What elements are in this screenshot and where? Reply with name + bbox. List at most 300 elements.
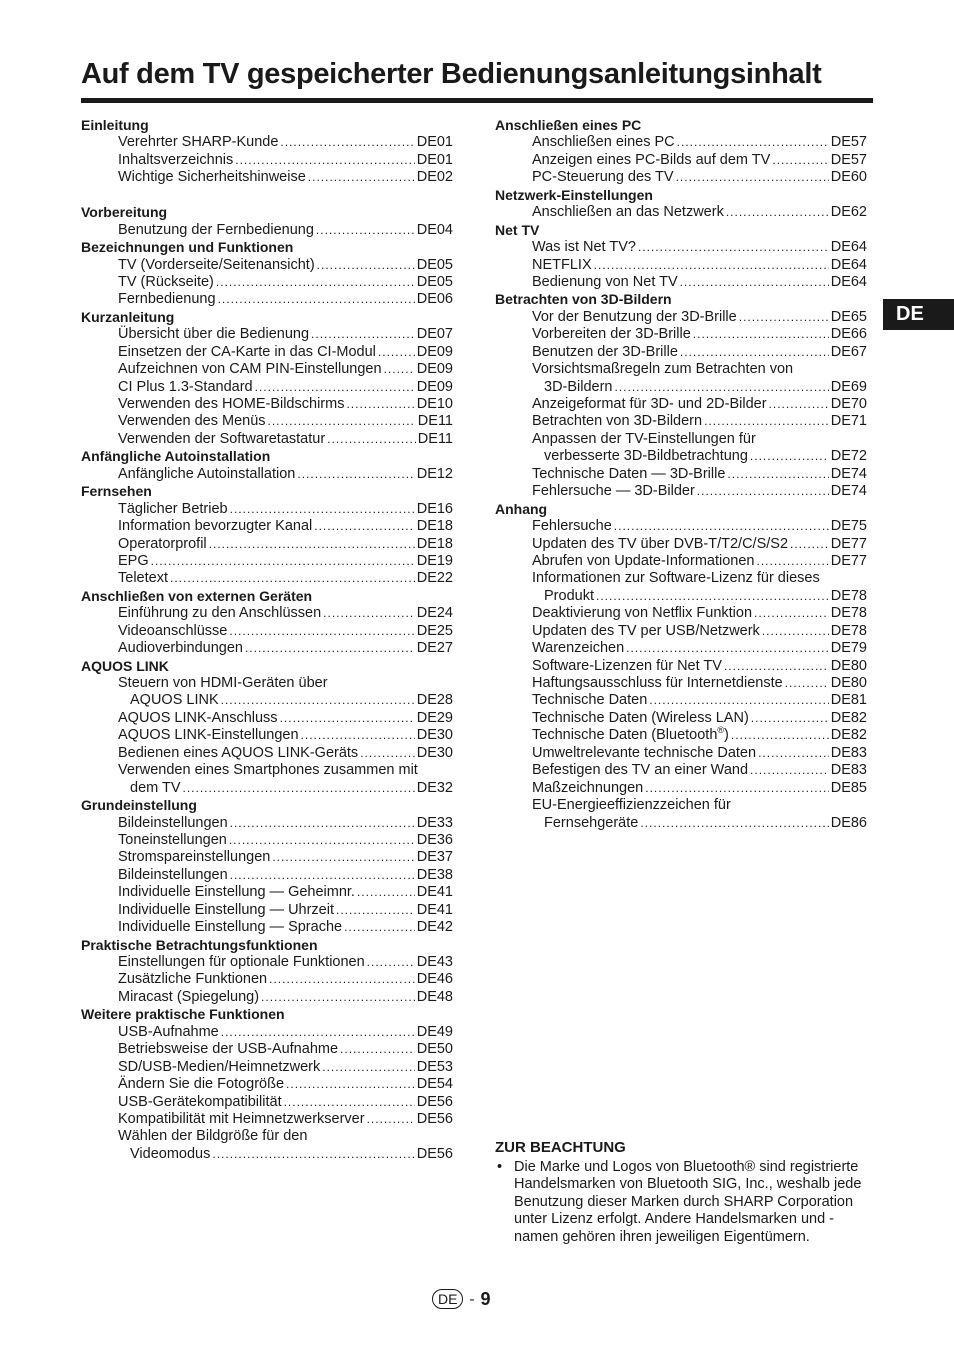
toc-entry[interactable]: [81, 274, 453, 291]
toc-entry-label: [118, 919, 342, 936]
toc-entry-text: Toneinstellungen: [118, 831, 227, 848]
toc-entry-label: [118, 1111, 365, 1128]
toc-entry[interactable]: [495, 344, 867, 361]
dot-leader: [727, 466, 828, 483]
toc-entry-page: DE62: [830, 204, 867, 221]
toc-entry[interactable]: [81, 553, 453, 570]
toc-entry[interactable]: [495, 588, 867, 605]
toc-entry[interactable]: [495, 815, 867, 832]
toc-entry-page: DE83: [830, 762, 867, 779]
dot-leader: [340, 1041, 415, 1058]
toc-entry-text: Individuelle Einstellung — Geheimnr.: [118, 884, 355, 901]
toc-entry-label: [532, 326, 691, 343]
toc-entry-page: DE29: [416, 709, 453, 726]
toc-entry-page: DE60: [830, 169, 867, 186]
toc-entry-text: Anfängliche Autoinstallation: [118, 465, 296, 482]
toc-entry-text: verbesserte 3D-Bildbetrachtung: [544, 448, 748, 465]
toc-entry-label: [532, 134, 675, 151]
dot-leader: [615, 379, 829, 396]
dot-leader: [724, 658, 829, 675]
dot-leader: [677, 134, 829, 151]
toc-entry[interactable]: [81, 344, 453, 361]
toc-entry[interactable]: [81, 361, 453, 378]
dot-leader: [378, 344, 415, 361]
dot-leader: [769, 396, 829, 413]
toc-entry[interactable]: [81, 1111, 453, 1128]
toc-entry[interactable]: [495, 239, 867, 256]
toc-entry-page: DE78: [830, 587, 867, 604]
toc-entry[interactable]: [81, 623, 453, 640]
toc-entry[interactable]: [81, 832, 453, 849]
dot-leader: [360, 745, 415, 762]
toc-entry[interactable]: [81, 466, 453, 483]
toc-entry-page: DE74: [830, 465, 867, 482]
toc-entry[interactable]: [81, 971, 453, 988]
dot-leader: [235, 152, 414, 169]
toc-entry[interactable]: [81, 134, 453, 151]
toc-entry-text: Teletext: [118, 570, 168, 587]
dot-leader: [790, 536, 829, 553]
toc-entry[interactable]: [495, 204, 867, 221]
toc-entry-first-line: Informationen zur Software-Lizenz für dieses: [532, 570, 820, 587]
toc-entry-label: [532, 623, 760, 640]
dot-leader: [645, 780, 828, 797]
toc-entry-label: [118, 274, 214, 291]
toc-entry[interactable]: [495, 134, 867, 151]
toc-entry[interactable]: [81, 1094, 453, 1111]
toc-entry-text: Wichtige Sicherheitshinweise: [118, 169, 306, 186]
toc-entry-label: [118, 344, 376, 361]
toc-entry-label: [118, 623, 227, 640]
language-badge: DE: [432, 1289, 463, 1309]
toc-entry-text: PC-Steuerung des TV: [532, 169, 674, 186]
toc-entry-text: Individuelle Einstellung — Uhrzeit: [118, 901, 334, 918]
toc-entry-text: Stromspareinstellungen: [118, 849, 271, 866]
dot-leader: [280, 710, 415, 727]
toc-entry-label: [118, 570, 168, 587]
toc-entry-text: Verwenden des HOME-Bildschirms: [118, 396, 345, 412]
toc-entry-text: Miracast (Spiegelung): [118, 988, 260, 1005]
dot-leader: [308, 169, 415, 186]
toc-entry-page: DE02: [416, 169, 453, 186]
toc-entry[interactable]: [81, 954, 453, 971]
toc-entry-label: [544, 379, 613, 396]
toc-entry[interactable]: [495, 466, 867, 483]
toc-entry-label: [118, 1041, 338, 1058]
toc-entry-text: Information bevorzugter Kanal: [118, 518, 313, 535]
toc-entry-page: DE82: [830, 709, 867, 726]
dot-leader: [726, 204, 829, 221]
toc-right-column: [495, 117, 867, 832]
toc-entry[interactable]: [495, 326, 867, 343]
toc-entry[interactable]: [495, 309, 867, 326]
toc-entry-page: DE46: [416, 971, 453, 988]
toc-entry-first-line: Vorsichtsmaßregeln zum Betrachten von: [532, 361, 794, 378]
toc-entry[interactable]: [495, 518, 867, 535]
toc-entry-page: DE38: [416, 866, 453, 883]
toc-entry[interactable]: [495, 605, 867, 622]
dot-leader: [216, 274, 415, 291]
toc-entry-label: [532, 762, 748, 779]
toc-entry-label: [532, 239, 636, 256]
toc-entry[interactable]: [81, 745, 453, 762]
toc-entry-label: [532, 745, 756, 762]
toc-entry-label: [118, 396, 344, 413]
toc-entry[interactable]: [81, 780, 453, 797]
toc-entry[interactable]: [495, 152, 867, 169]
toc-entry[interactable]: [81, 640, 453, 657]
toc-entry-page: DE48: [416, 988, 453, 1005]
toc-entry-text: Operatorprofil: [118, 535, 207, 552]
dot-leader: [323, 605, 415, 622]
toc-entry[interactable]: [495, 536, 867, 553]
dot-leader: [344, 919, 415, 936]
toc-entry[interactable]: [81, 815, 453, 832]
toc-entry-text: Kompatibilität mit Heimnetzwerkserver: [118, 1110, 365, 1127]
dot-leader: [261, 989, 415, 1006]
toc-entry[interactable]: [81, 1024, 453, 1041]
toc-entry[interactable]: [81, 291, 453, 308]
toc-entry-page: DE37: [416, 849, 453, 866]
toc-entry-text: Einstellungen für optionale Funktionen: [118, 954, 365, 970]
toc-entry-page: DE25: [416, 622, 453, 639]
dot-leader: [357, 884, 415, 901]
toc-entry-text: CI Plus 1.3-Standard: [118, 378, 253, 395]
toc-entry-page: DE05: [416, 273, 453, 290]
toc-entry[interactable]: [495, 257, 867, 274]
dot-leader: [218, 291, 415, 308]
toc-entry[interactable]: [81, 919, 453, 936]
toc-entry[interactable]: [495, 692, 867, 709]
toc-entry[interactable]: [495, 623, 867, 640]
toc-entry-label: [118, 640, 243, 657]
dot-leader: [614, 518, 829, 535]
toc-entry-text: Bedienen eines AQUOS LINK-Geräts: [118, 744, 359, 761]
toc-entry-page: DE66: [830, 326, 867, 343]
toc-entry-text: Anschließen eines PC: [532, 134, 675, 151]
dot-leader: [284, 1094, 415, 1111]
toc-entry[interactable]: [81, 1076, 453, 1093]
dot-leader: [322, 1059, 414, 1076]
toc-entry[interactable]: [495, 169, 867, 186]
toc-entry[interactable]: [81, 989, 453, 1006]
toc-entry-label: [118, 815, 228, 832]
toc-entry-text: USB-Aufnahme: [118, 1023, 219, 1040]
toc-entry-first-line: Verwenden eines Smartphones zusammen mit: [118, 762, 418, 779]
toc-entry-page: DE49: [416, 1023, 453, 1040]
toc-entry[interactable]: [81, 1041, 453, 1058]
toc-entry[interactable]: [81, 431, 453, 448]
toc-entry-text: Technische Daten (Bluetooth: [532, 727, 718, 744]
toc-entry-page: DE82: [830, 727, 867, 744]
toc-entry-label: [532, 466, 725, 483]
toc-entry[interactable]: [495, 640, 867, 657]
toc-entry-text: Ändern Sie die Fotogröße: [118, 1076, 285, 1093]
toc-entry[interactable]: [81, 518, 453, 535]
toc-entry[interactable]: [495, 780, 867, 797]
toc-entry-label: [532, 536, 788, 553]
toc-entry-page: DE22: [416, 570, 453, 587]
toc-entry[interactable]: [495, 745, 867, 762]
toc-entry[interactable]: [495, 483, 867, 500]
toc-entry[interactable]: [81, 501, 453, 518]
toc-entry-page: DE11: [417, 430, 453, 447]
toc-entry-page: DE57: [830, 134, 867, 151]
toc-entry-label: [118, 466, 295, 483]
toc-entry-label: [118, 989, 259, 1006]
toc-entry-label: [532, 413, 702, 430]
toc-entry-label: [118, 1059, 320, 1076]
toc-entry-page: DE56: [416, 1110, 453, 1127]
dot-leader: [596, 588, 829, 605]
toc-entry[interactable]: [81, 605, 453, 622]
toc-entry-page: DE74: [830, 483, 867, 500]
toc-entry[interactable]: [81, 152, 453, 169]
toc-entry[interactable]: [495, 710, 867, 727]
dot-leader: [640, 815, 828, 832]
toc-entry-page: DE12: [416, 465, 453, 482]
toc-entry-text: Produkt: [544, 587, 594, 604]
toc-entry-text: Anzeigeformat für 3D- und 2D-Bilder: [532, 396, 767, 412]
toc-entry-label: [532, 692, 647, 709]
dot-leader: [739, 309, 829, 326]
toc-entry-page: DE09: [416, 378, 453, 395]
section-heading: Fernsehen: [81, 483, 152, 500]
toc-entry-text: TV (Rückseite): [118, 273, 214, 290]
toc-entry-text: Audioverbindungen: [118, 640, 243, 657]
toc-entry-text: Übersicht über die Bedienung: [118, 326, 310, 343]
toc-entry-label: [532, 344, 678, 361]
toc-entry-page: DE01: [416, 151, 453, 168]
toc-entry-label: [130, 1146, 210, 1163]
dot-leader: [272, 849, 414, 866]
toc-entry-page: DE50: [416, 1041, 453, 1058]
toc-entry-label: [130, 780, 181, 797]
dot-leader: [221, 1024, 415, 1041]
dot-leader: [336, 902, 415, 919]
toc-entry[interactable]: [81, 1059, 453, 1076]
dot-leader: [327, 431, 416, 448]
dot-leader: [230, 501, 415, 518]
toc-entry[interactable]: [81, 570, 453, 587]
toc-entry-page: DE77: [830, 535, 867, 552]
section-heading: Kurzanleitung: [81, 308, 175, 325]
dot-leader: [229, 832, 415, 849]
dot-leader: [245, 640, 415, 657]
toc-entry[interactable]: [495, 379, 867, 396]
toc-entry-text: USB-Gerätekompatibilität: [118, 1093, 282, 1110]
toc-entry[interactable]: [495, 658, 867, 675]
dot-leader: [301, 727, 415, 744]
toc-left-column: [81, 117, 453, 1163]
toc-entry-text: Inhaltsverzeichnis: [118, 151, 234, 168]
dot-leader: [286, 1076, 415, 1093]
toc-entry-label: [118, 867, 228, 884]
toc-entry-label: [532, 518, 612, 535]
toc-entry[interactable]: [81, 727, 453, 744]
toc-entry[interactable]: [81, 902, 453, 919]
toc-entry[interactable]: [81, 396, 453, 413]
toc-entry-page: DE77: [830, 552, 867, 569]
toc-entry-text: Vor der Benutzung der 3D-Brille: [532, 308, 737, 325]
dot-leader: [750, 448, 829, 465]
toc-entry-page: DE78: [830, 605, 867, 622]
toc-entry-label: [532, 675, 783, 692]
toc-entry-page: DE56: [416, 1093, 453, 1110]
toc-entry[interactable]: [81, 536, 453, 553]
dot-leader: [731, 727, 829, 744]
toc-entry-page: DE72: [830, 448, 867, 465]
toc-entry-label: [118, 1076, 284, 1093]
dot-leader: [297, 466, 414, 483]
dot-leader: [170, 570, 415, 587]
toc-entry-text: Bildeinstellungen: [118, 814, 228, 831]
dot-leader: [367, 1111, 415, 1128]
section-heading: Weitere praktische Funktionen: [81, 1006, 285, 1023]
toc-entry[interactable]: [81, 413, 453, 430]
toc-entry-text: Maßzeichnungen: [532, 779, 644, 796]
dot-leader: [626, 640, 829, 657]
toc-entry-text: Anschließen an das Netzwerk: [532, 204, 724, 221]
toc-entry-page: DE71: [830, 413, 867, 430]
toc-entry-text: Videoanschlüsse: [118, 622, 228, 639]
toc-entry-page: DE09: [416, 343, 453, 360]
toc-entry[interactable]: [495, 675, 867, 692]
toc-entry[interactable]: [81, 222, 453, 239]
toc-entry-text: Individuelle Einstellung — Sprache: [118, 919, 343, 936]
toc-entry[interactable]: [495, 413, 867, 430]
toc-entry-label: [532, 605, 752, 622]
toc-entry[interactable]: [81, 257, 453, 274]
toc-entry-page: DE07: [416, 326, 453, 343]
toc-entry-page: DE85: [830, 779, 867, 796]
toc-entry-label: [118, 1094, 282, 1111]
toc-entry-text: Technische Daten — 3D-Brille: [532, 465, 726, 482]
toc-entry-label: [544, 815, 638, 832]
toc-entry-page: DE18: [416, 518, 453, 535]
dot-leader: [269, 971, 415, 988]
toc-entry-label: [118, 536, 207, 553]
toc-entry-page: DE83: [830, 744, 867, 761]
toc-entry-label: [532, 658, 722, 675]
dot-leader: [751, 710, 829, 727]
dot-leader: [221, 692, 415, 709]
toc-entry-page: DE41: [416, 884, 453, 901]
toc-entry-text: Fernsehgeräte: [544, 814, 639, 831]
toc-entry-label: [544, 588, 594, 605]
toc-entry[interactable]: [81, 867, 453, 884]
toc-entry-text: Benutzung der Fernbedienung: [118, 221, 314, 238]
dot-leader: [317, 257, 415, 274]
toc-entry-page: DE64: [830, 256, 867, 273]
toc-entry-text: Abrufen von Update-Informationen: [532, 552, 755, 569]
toc-entry[interactable]: [81, 379, 453, 396]
toc-entry[interactable]: [495, 274, 867, 291]
toc-entry[interactable]: [81, 710, 453, 727]
toc-entry-text: dem TV: [130, 779, 181, 796]
toc-entry[interactable]: [495, 553, 867, 570]
toc-entry[interactable]: [495, 448, 867, 465]
toc-entry[interactable]: [81, 326, 453, 343]
section-heading: Anschließen von externen Geräten: [81, 587, 313, 604]
section-heading: Netzwerk-Einstellungen: [495, 186, 653, 203]
toc-entry-label: [532, 780, 643, 797]
toc-entry-page: DE42: [416, 919, 453, 936]
toc-entry-page: DE19: [416, 552, 453, 569]
toc-entry-text: Verwenden des Menüs: [118, 413, 266, 430]
dot-leader: [704, 413, 829, 430]
toc-entry-label: [532, 169, 674, 186]
toc-entry-label: [118, 745, 358, 762]
toc-entry-page: DE28: [416, 692, 453, 709]
dot-leader: [255, 379, 415, 396]
toc-entry-text: Anzeigen eines PC-Bilds auf dem TV: [532, 151, 771, 168]
toc-entry-text: SD/USB-Medien/Heimnetzwerk: [118, 1058, 321, 1075]
toc-entry-text: Technische Daten: [532, 692, 648, 709]
note-text: Die Marke und Logos von Bluetooth® sind registrierte Handelsmarken von Bluetooth SIG, Inc., weshalb jede Benutzung dieser Marken durch SHARP Corporation unter Lizenz erfolgt. Andere Handelsmarken und -namen gehören ihren jeweiligen Eigentümern.: [514, 1159, 862, 1245]
dot-leader: [758, 745, 829, 762]
toc-entry-label: [118, 501, 228, 518]
toc-entry[interactable]: [81, 692, 453, 709]
toc-entry-label: [118, 971, 267, 988]
toc-entry-text: Betrachten von 3D-Bildern: [532, 413, 703, 430]
toc-entry-label: [118, 605, 321, 622]
dot-leader: [785, 675, 829, 692]
toc-entry-page: DE43: [416, 954, 453, 970]
registered-mark: ®: [717, 725, 725, 736]
toc-entry-text: Verehrter SHARP-Kunde: [118, 134, 279, 151]
toc-entry-page: DE86: [830, 814, 867, 831]
toc-entry[interactable]: [81, 849, 453, 866]
page-number: 9: [480, 1288, 491, 1309]
toc-entry-label: [118, 379, 253, 396]
dot-leader: [762, 623, 829, 640]
section-heading: Anfängliche Autoinstallation: [81, 448, 271, 465]
note-item: [495, 1159, 867, 1246]
toc-entry-label: [118, 152, 233, 169]
toc-entry-page: DE79: [830, 640, 867, 657]
toc-entry[interactable]: [495, 762, 867, 779]
toc-entry-first-line: Anpassen der TV-Einstellungen für: [532, 430, 756, 447]
toc-entry[interactable]: [81, 169, 453, 186]
toc-entry-page: DE81: [830, 692, 867, 709]
bullet-icon: •: [497, 1159, 503, 1175]
toc-entry-page: DE27: [416, 640, 453, 657]
toc-entry[interactable]: [495, 727, 867, 744]
toc-entry[interactable]: [81, 1146, 453, 1163]
toc-entry-page: DE11: [417, 413, 453, 430]
toc-entry-label: [118, 222, 314, 239]
toc-entry-text: Täglicher Betrieb: [118, 500, 228, 517]
toc-entry-page: DE33: [416, 814, 453, 831]
dot-leader: [756, 553, 828, 570]
toc-entry-page: DE70: [830, 396, 867, 412]
toc-entry-label: [118, 326, 309, 343]
toc-entry-label: [118, 134, 278, 151]
toc-entry-text: 3D-Bildern: [544, 378, 613, 395]
toc-entry-label: [118, 902, 334, 919]
dot-leader: [311, 326, 415, 343]
section-heading: Einleitung: [81, 117, 149, 133]
toc-entry-text: Zusätzliche Funktionen: [118, 971, 268, 988]
toc-entry[interactable]: [495, 396, 867, 413]
toc-entry-page: DE56: [416, 1145, 453, 1162]
toc-entry-page: DE01: [416, 134, 453, 151]
toc-entry[interactable]: [81, 884, 453, 901]
toc-entry-text: Software-Lizenzen für Net TV: [532, 657, 722, 674]
toc-entry-first-line: Wählen der Bildgröße für den: [118, 1128, 308, 1145]
toc-entry-label: [532, 640, 624, 657]
